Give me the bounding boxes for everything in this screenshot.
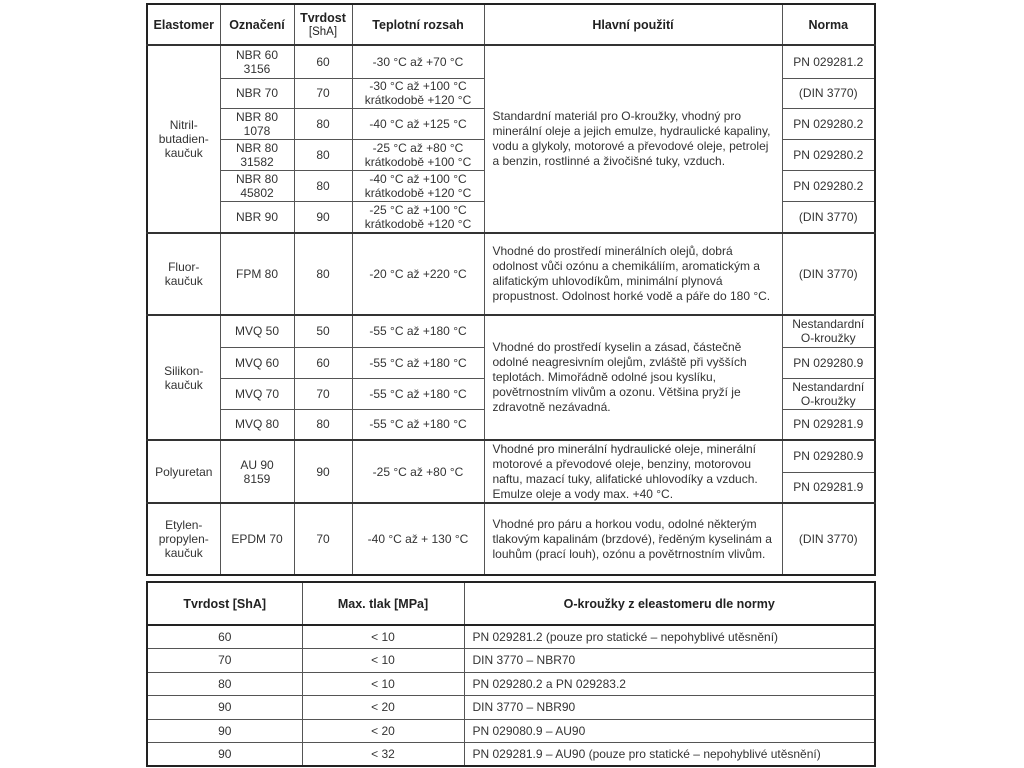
- pressure-table: [146, 581, 876, 767]
- hardness-cell: 80: [147, 672, 302, 696]
- header-elastomer: Elastomer: [147, 4, 220, 45]
- hardness-cell: 70: [147, 649, 302, 673]
- elastomer-cell: Silikon- kaučuk: [147, 315, 220, 440]
- hardness-cell: 80: [294, 170, 352, 201]
- designation-cell: NBR 80 45802: [220, 170, 294, 201]
- designation-cell: EPDM 70: [220, 503, 294, 575]
- designation-cell: NBR 70: [220, 78, 294, 108]
- hardness-cell: 70: [294, 378, 352, 409]
- max-pressure-cell: < 10: [302, 625, 464, 649]
- hardness-cell: 90: [294, 201, 352, 233]
- hardness-cell: 90: [294, 440, 352, 503]
- hardness-cell: 80: [294, 139, 352, 170]
- usage-cell: Vhodné do prostředí kyselin a zásad, částečně odolné neagresivním olejům, zvláště při vyšších teplotách. Mimořádně odolné jsou kyslíku, povětrnostním vlivům a ozonu. Většina pryží je zdravotně nezávadná.: [484, 315, 782, 440]
- table-row: [147, 672, 875, 696]
- norm-cell: Nestandardní O-kroužky: [782, 315, 875, 347]
- temperature-cell: -55 °C až +180 °C: [352, 315, 484, 347]
- temperature-cell: -55 °C až +180 °C: [352, 347, 484, 378]
- hardness-cell: 90: [147, 696, 302, 720]
- elastomer-cell: Fluor- kaučuk: [147, 233, 220, 315]
- o-ring-norm-cell: PN 029281.9 – AU90 (pouze pro statické – nepohyblivé utěsnění): [464, 743, 875, 767]
- designation-cell: MVQ 60: [220, 347, 294, 378]
- table-row: [147, 45, 875, 78]
- header-norm: Norma: [782, 4, 875, 45]
- o-ring-norm-cell: DIN 3770 – NBR70: [464, 649, 875, 673]
- hardness-cell: 90: [147, 743, 302, 767]
- o-ring-norm-cell: DIN 3770 – NBR90: [464, 696, 875, 720]
- max-pressure-cell: < 10: [302, 672, 464, 696]
- designation-cell: MVQ 80: [220, 409, 294, 440]
- o-ring-norm-cell: PN 029281.2 (pouze pro statické – nepohyblivé utěsnění): [464, 625, 875, 649]
- usage-cell: Vhodné pro minerální hydraulické oleje, minerální motorové a převodové oleje, benziny, motorovou naftu, mazací tuky, alifatické uhlovodíky a vzduch. Emulze oleje a vody max. +40 °C.: [484, 440, 782, 503]
- temperature-cell: -30 °C až +100 °C krátkodobě +120 °C: [352, 78, 484, 108]
- norm-cell: (DIN 3770): [782, 233, 875, 315]
- header-designation: Označení: [220, 4, 294, 45]
- designation-cell: NBR 90: [220, 201, 294, 233]
- temperature-cell: -55 °C až +180 °C: [352, 378, 484, 409]
- norm-cell: PN 029280.2: [782, 170, 875, 201]
- hardness-cell: 70: [294, 78, 352, 108]
- usage-cell: Vhodné pro páru a horkou vodu, odolné některým tlakovým kapalinám (brzdové), ředěným kyselinám a louhům (prací louh), ozónu a povětrnostním vlivům.: [484, 503, 782, 575]
- temperature-cell: -25 °C až +80 °C krátkodobě +100 °C: [352, 139, 484, 170]
- header-max-pressure: Max. tlak [MPa]: [302, 582, 464, 625]
- temperature-cell: -25 °C až +100 °C krátkodobě +120 °C: [352, 201, 484, 233]
- norm-cell: PN 029280.2: [782, 108, 875, 139]
- norm-cell: PN 029281.9: [782, 409, 875, 440]
- header-hardness: Tvrdost [ShA]: [147, 582, 302, 625]
- norm-cell: PN 029281.2: [782, 45, 875, 78]
- norm-cell: PN 029280.9: [782, 347, 875, 378]
- table-row: [147, 743, 875, 767]
- temperature-cell: -55 °C až +180 °C: [352, 409, 484, 440]
- header-usage: Hlavní použití: [484, 4, 782, 45]
- hardness-cell: 60: [147, 625, 302, 649]
- designation-cell: NBR 80 31582: [220, 139, 294, 170]
- max-pressure-cell: < 20: [302, 719, 464, 743]
- header-temperature: Teplotní rozsah: [352, 4, 484, 45]
- usage-cell: Standardní materiál pro O-kroužky, vhodný pro minerální oleje a jejich emulze, hydraulické kapaliny, vodu a glykoly, motorové a převodové oleje, petrolej a benzin, rostlinné a živočišné tuky, vzduch.: [484, 45, 782, 233]
- o-ring-norm-cell: PN 029080.9 – AU90: [464, 719, 875, 743]
- designation-cell: NBR 80 1078: [220, 108, 294, 139]
- norm-cell: (DIN 3770): [782, 78, 875, 108]
- elastomer-cell: Polyuretan: [147, 440, 220, 503]
- table-header-row: [147, 4, 875, 45]
- table-row: [147, 503, 875, 575]
- elastomer-properties-table: [146, 3, 876, 576]
- table-row: [147, 233, 875, 315]
- o-ring-norm-cell: PN 029280.2 a PN 029283.2: [464, 672, 875, 696]
- hardness-cell: 90: [147, 719, 302, 743]
- header-hardness-label: Tvrdost: [300, 10, 346, 25]
- header-hardness: [294, 4, 352, 45]
- designation-cell: MVQ 50: [220, 315, 294, 347]
- max-pressure-cell: < 32: [302, 743, 464, 767]
- table-row: [147, 625, 875, 649]
- temperature-cell: -20 °C až +220 °C: [352, 233, 484, 315]
- table-header-row: [147, 582, 875, 625]
- header-o-ring-norm: O-kroužky z eleastomeru dle normy: [464, 582, 875, 625]
- temperature-cell: -25 °C až +80 °C: [352, 440, 484, 503]
- temperature-cell: -30 °C až +70 °C: [352, 45, 484, 78]
- designation-cell: MVQ 70: [220, 378, 294, 409]
- hardness-cell: 80: [294, 233, 352, 315]
- usage-cell: Vhodné do prostředí minerálních olejů, dobrá odolnost vůči ozónu a chemikáliím, aromatickým a alifatickým uhlovodíkům, minimální plynová propustnost. Odolnost horké vodě a páře do 180 °C.: [484, 233, 782, 315]
- table-row: [147, 649, 875, 673]
- temperature-cell: -40 °C až +100 °C krátkodobě +120 °C: [352, 170, 484, 201]
- max-pressure-cell: < 10: [302, 649, 464, 673]
- hardness-cell: 60: [294, 347, 352, 378]
- designation-cell: FPM 80: [220, 233, 294, 315]
- elastomer-cell: Nitril- butadien- kaučuk: [147, 45, 220, 233]
- temperature-cell: -40 °C až +125 °C: [352, 108, 484, 139]
- hardness-cell: 50: [294, 315, 352, 347]
- header-hardness-unit: [ShA]: [308, 25, 338, 38]
- norm-cell: PN 029280.9: [782, 440, 875, 472]
- norm-cell: PN 029281.9: [782, 472, 875, 503]
- hardness-cell: 70: [294, 503, 352, 575]
- hardness-cell: 80: [294, 409, 352, 440]
- designation-cell: NBR 60 3156: [220, 45, 294, 78]
- table-row: [147, 696, 875, 720]
- table-row: [147, 719, 875, 743]
- max-pressure-cell: < 20: [302, 696, 464, 720]
- norm-cell: PN 029280.2: [782, 139, 875, 170]
- temperature-cell: -40 °C až + 130 °C: [352, 503, 484, 575]
- norm-cell: Nestandardní O-kroužky: [782, 378, 875, 409]
- norm-cell: (DIN 3770): [782, 201, 875, 233]
- table-row: [147, 440, 875, 472]
- hardness-cell: 60: [294, 45, 352, 78]
- table-row: [147, 315, 875, 347]
- hardness-cell: 80: [294, 108, 352, 139]
- designation-cell: AU 90 8159: [220, 440, 294, 503]
- norm-cell: (DIN 3770): [782, 503, 875, 575]
- elastomer-cell: Etylen- propylen- kaučuk: [147, 503, 220, 575]
